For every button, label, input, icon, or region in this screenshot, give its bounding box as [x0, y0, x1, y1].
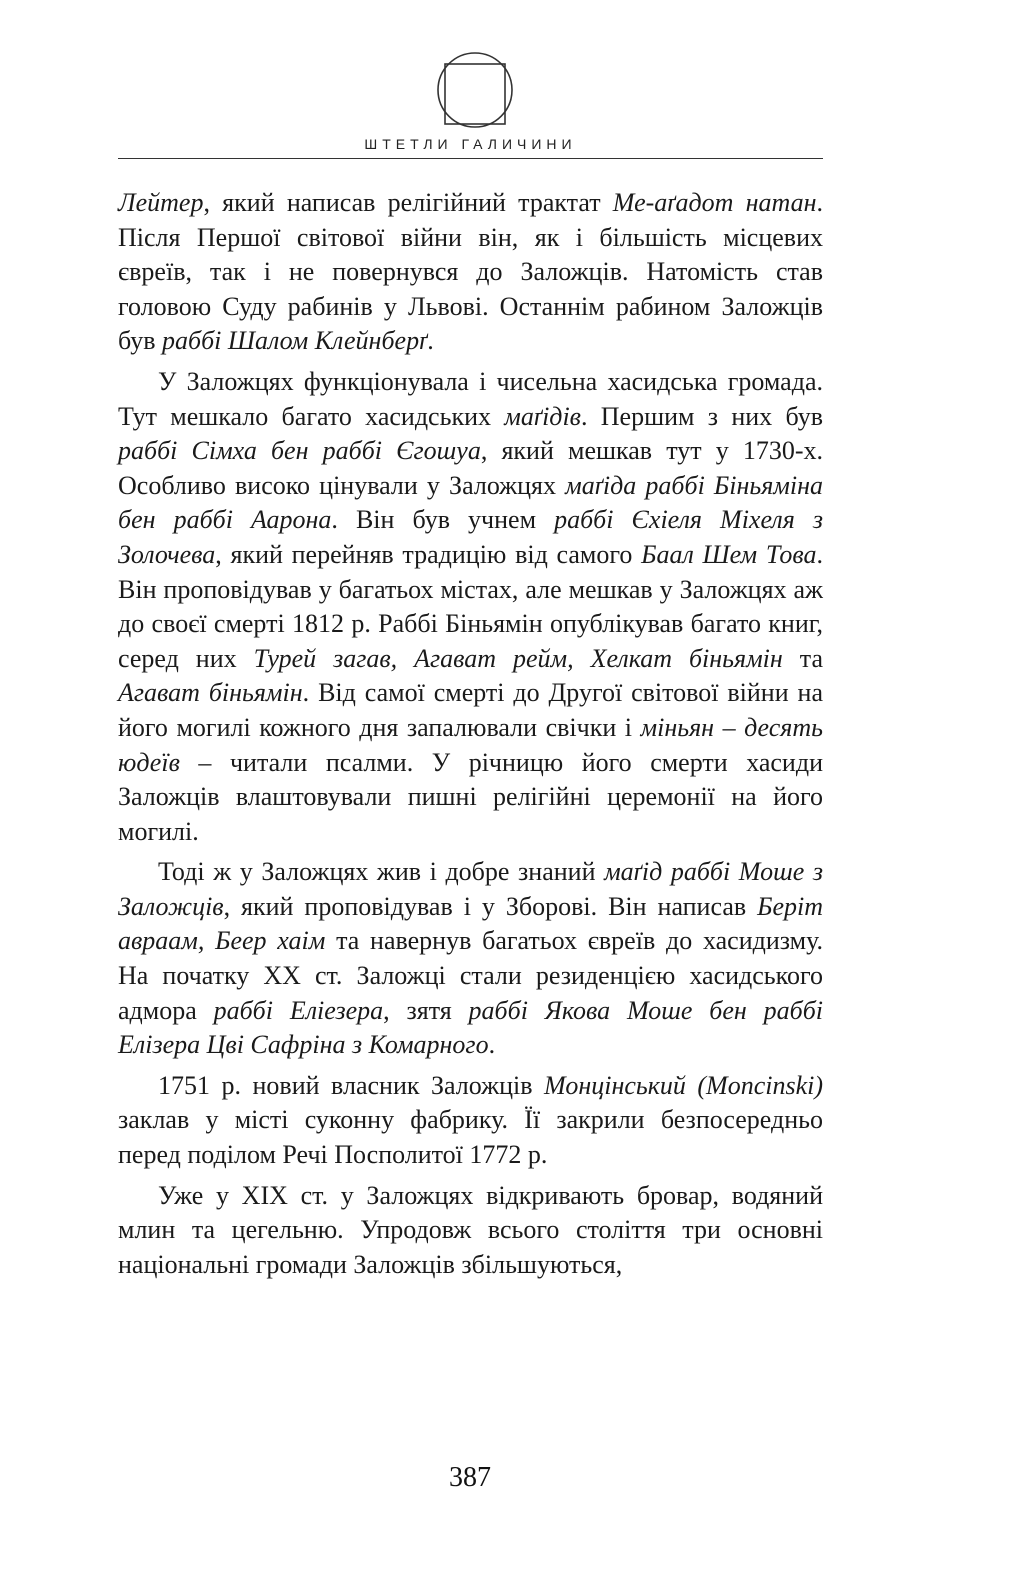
paragraph — [118, 855, 823, 1063]
italic-run: Лейтер — [118, 188, 204, 217]
text-run: , зятя — [383, 995, 469, 1025]
paragraph — [118, 186, 823, 359]
text-run: . Він був учнем — [331, 505, 555, 535]
text-run: 1751 р. новий власник Заложців — [158, 1070, 545, 1100]
italic-run: Ме-аґадот натан — [612, 188, 817, 217]
text-run: . Він проповідував у багатьох містах, але мешкав у Заложцях аж до своєї смерті 1812 р. Раббі Біньямін опублікував багато книг, серед них — [118, 539, 824, 673]
italic-run: Баал Шем Това — [641, 539, 817, 569]
text-run: та — [782, 643, 823, 673]
text-run: , який написав релігійний трактат — [203, 188, 613, 217]
header-rule — [118, 158, 823, 159]
italic-run: Монцінський (Moncinski) — [544, 1070, 824, 1100]
page-number: 387 — [449, 1462, 491, 1493]
text-run: . Після Першої світової війни він, як і більшість місцевих євреїв, так і не повернувся до Заложців. Натомість став головою Суду рабинів у Львові. Останнім рабином Заложців був — [118, 188, 824, 356]
text-run: . — [427, 326, 434, 356]
text-run: . Першим з них був — [580, 401, 823, 431]
italic-run: раббі Еліезера — [213, 995, 384, 1025]
text-run: , який проповідував і у Зборові. Він написав — [223, 891, 758, 921]
italic-run: раббі Шалом Клейнберґ — [162, 326, 428, 356]
text-run: , який мешкав тут у 1730-х. Особливо високо цінували у Заложцях — [118, 436, 824, 500]
italic-run: маґідів — [504, 401, 581, 431]
paragraph — [118, 1179, 823, 1283]
text-run: , який перейняв традицію від самого — [215, 539, 642, 569]
running-head: ШТЕТЛИ ГАЛИЧИНИ — [364, 136, 577, 152]
text-run: . Від самої смерті до Другої світової війни на його могилі кожного дня запалювали свічки і — [118, 678, 823, 742]
italic-run: раббі Єхіеля Міхеля з Золочева — [118, 505, 823, 569]
italic-run: маґід раббі Моше з Заложців — [118, 857, 823, 921]
text-run: . — [488, 1030, 496, 1060]
text-run: У Заложцях функціонувала і чисельна хасидська громада. Тут мешкало багато хасидських — [118, 366, 823, 431]
text-run: Уже у ХІХ ст. у Заложцях відкривають бровар, водяний млин та цегельню. Упродовж всього століття три основні національні громади Заложців збільшуються, — [118, 1180, 823, 1279]
italic-run: міньян – десять юдеїв — [118, 712, 823, 777]
paragraph — [118, 365, 823, 849]
body-text — [118, 186, 823, 1288]
paragraph — [118, 1069, 823, 1173]
italic-run: маґіда раббі Біньяміна бен раббі Аарона — [118, 470, 824, 535]
italic-run: Беріт авраам, Беер хаім — [118, 891, 823, 956]
italic-run: Агават біньямін — [118, 678, 303, 708]
text-run: та навернув багатьох євреїв до хасидизму. На початку ХХ ст. Заложці стали резиденцією хасидського адмора — [118, 926, 824, 1025]
text-run: Тоді ж у Заложцях жив і добре знаний — [158, 857, 605, 887]
text-run: – читали псалми. У річницю його смерти хасиди Заложців влаштовували пишні релігійні церемонії на його могилі. — [118, 747, 823, 846]
text-run: заклав у місті суконну фабрику. Її закрили безпосередньо перед поділом Речі Посполитої 1772 р. — [118, 1105, 823, 1170]
circle-square-emblem-icon — [435, 50, 515, 130]
italic-run: Турей загав, Агават рейм, Хелкат біньямін — [253, 643, 783, 673]
italic-run: раббі Сімха бен раббі Єгошуа — [118, 436, 481, 466]
italic-run: раббі Якова Моше бен раббі Елізера Цві Сафріна з Комарного — [118, 995, 823, 1060]
